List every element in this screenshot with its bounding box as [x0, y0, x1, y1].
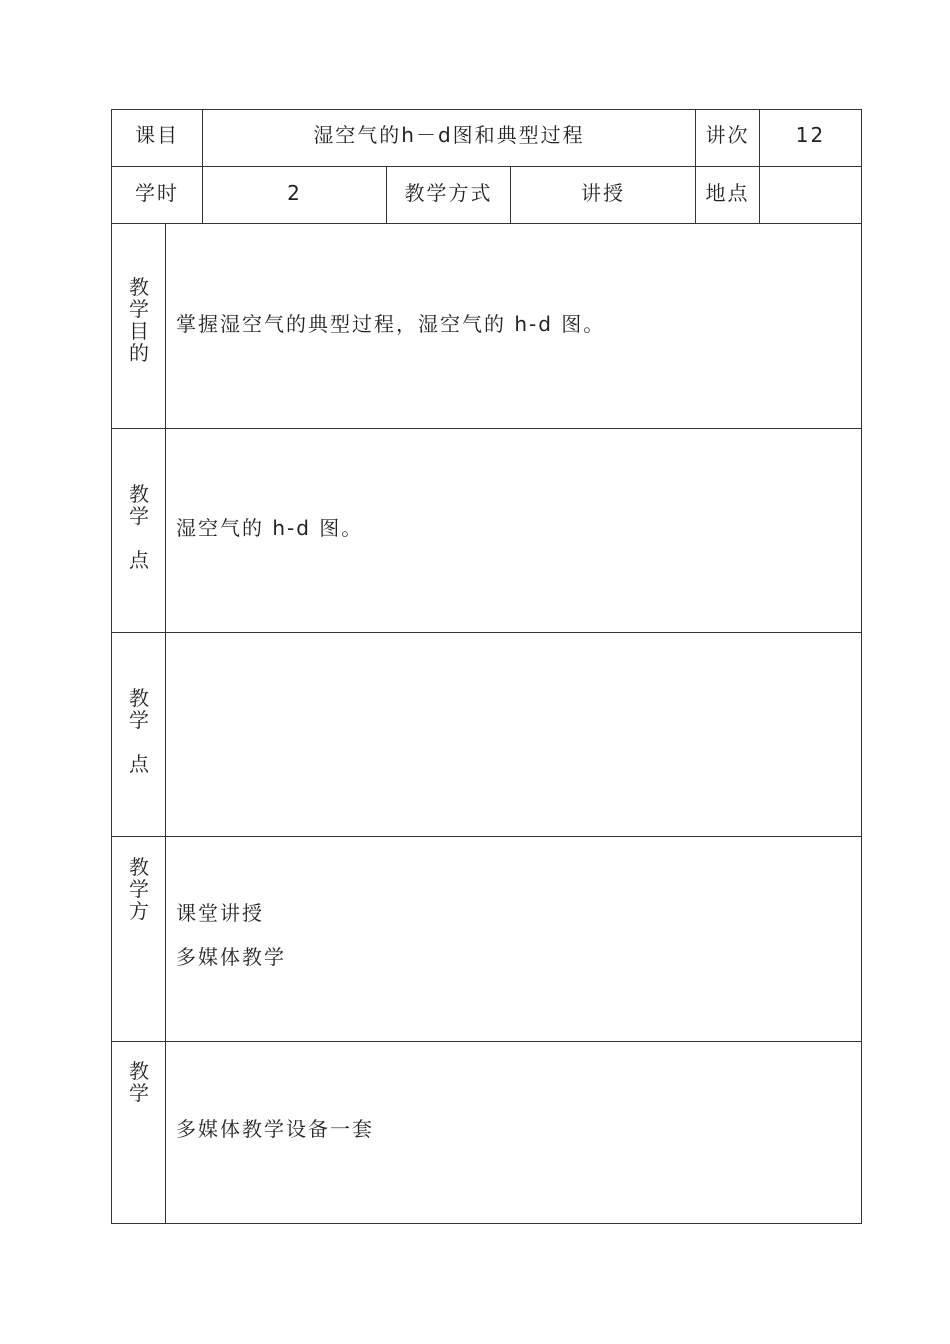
label-char: 学: [129, 504, 149, 528]
label-char: 点: [129, 548, 149, 572]
row-divider: [111, 836, 862, 837]
hours-label: 学时: [135, 181, 179, 205]
label-char: 教: [129, 482, 149, 506]
label-col-divider: [165, 223, 166, 1224]
row-divider: [111, 428, 862, 429]
methods-line-2: 多媒体教学: [176, 945, 286, 969]
hours-value: 2: [287, 181, 302, 205]
row-divider: [111, 166, 862, 167]
section-label-difficult-points: [129, 687, 149, 775]
methods-line-1: 课堂讲授: [176, 901, 264, 925]
table-border-bottom: [111, 1223, 862, 1224]
label-char: 学: [129, 877, 149, 901]
objective-text: 掌握湿空气的典型过程，湿空气的 h-d 图。: [176, 312, 606, 336]
course-label: 课目: [135, 123, 179, 147]
label-char: 点: [129, 752, 149, 776]
label-char: 学: [129, 1081, 149, 1105]
method-label: 教学方式: [404, 181, 493, 205]
label-char: 教: [129, 855, 149, 879]
lecture-number: 12: [795, 123, 826, 147]
label-char: 学: [129, 708, 149, 732]
place-label: 地点: [705, 181, 750, 205]
key-points-text: 湿空气的 h-d 图。: [176, 516, 364, 540]
lecture-label: 讲次: [705, 123, 750, 147]
label-char: 目: [129, 319, 149, 343]
method-value: 讲授: [581, 181, 625, 205]
table-border-left: [111, 109, 112, 1224]
section-label-resources: [129, 1060, 149, 1104]
label-char: 教: [129, 686, 149, 710]
label-char: 学: [129, 297, 149, 321]
table-border-top: [111, 109, 862, 110]
resources-text: 多媒体教学设备一套: [176, 1117, 374, 1141]
section-label-methods: [129, 856, 149, 922]
course-title: 湿空气的h－d图和典型过程: [313, 123, 585, 147]
label-char: 方: [129, 899, 149, 923]
section-label-objective: [129, 276, 149, 364]
section-label-key-points: [129, 483, 149, 571]
label-char: 教: [129, 275, 149, 299]
row-divider: [111, 1041, 862, 1042]
row-divider: [111, 223, 862, 224]
label-char: 教: [129, 1059, 149, 1083]
label-char: 的: [129, 341, 149, 365]
row-divider: [111, 632, 862, 633]
table-border-right: [861, 109, 862, 1224]
